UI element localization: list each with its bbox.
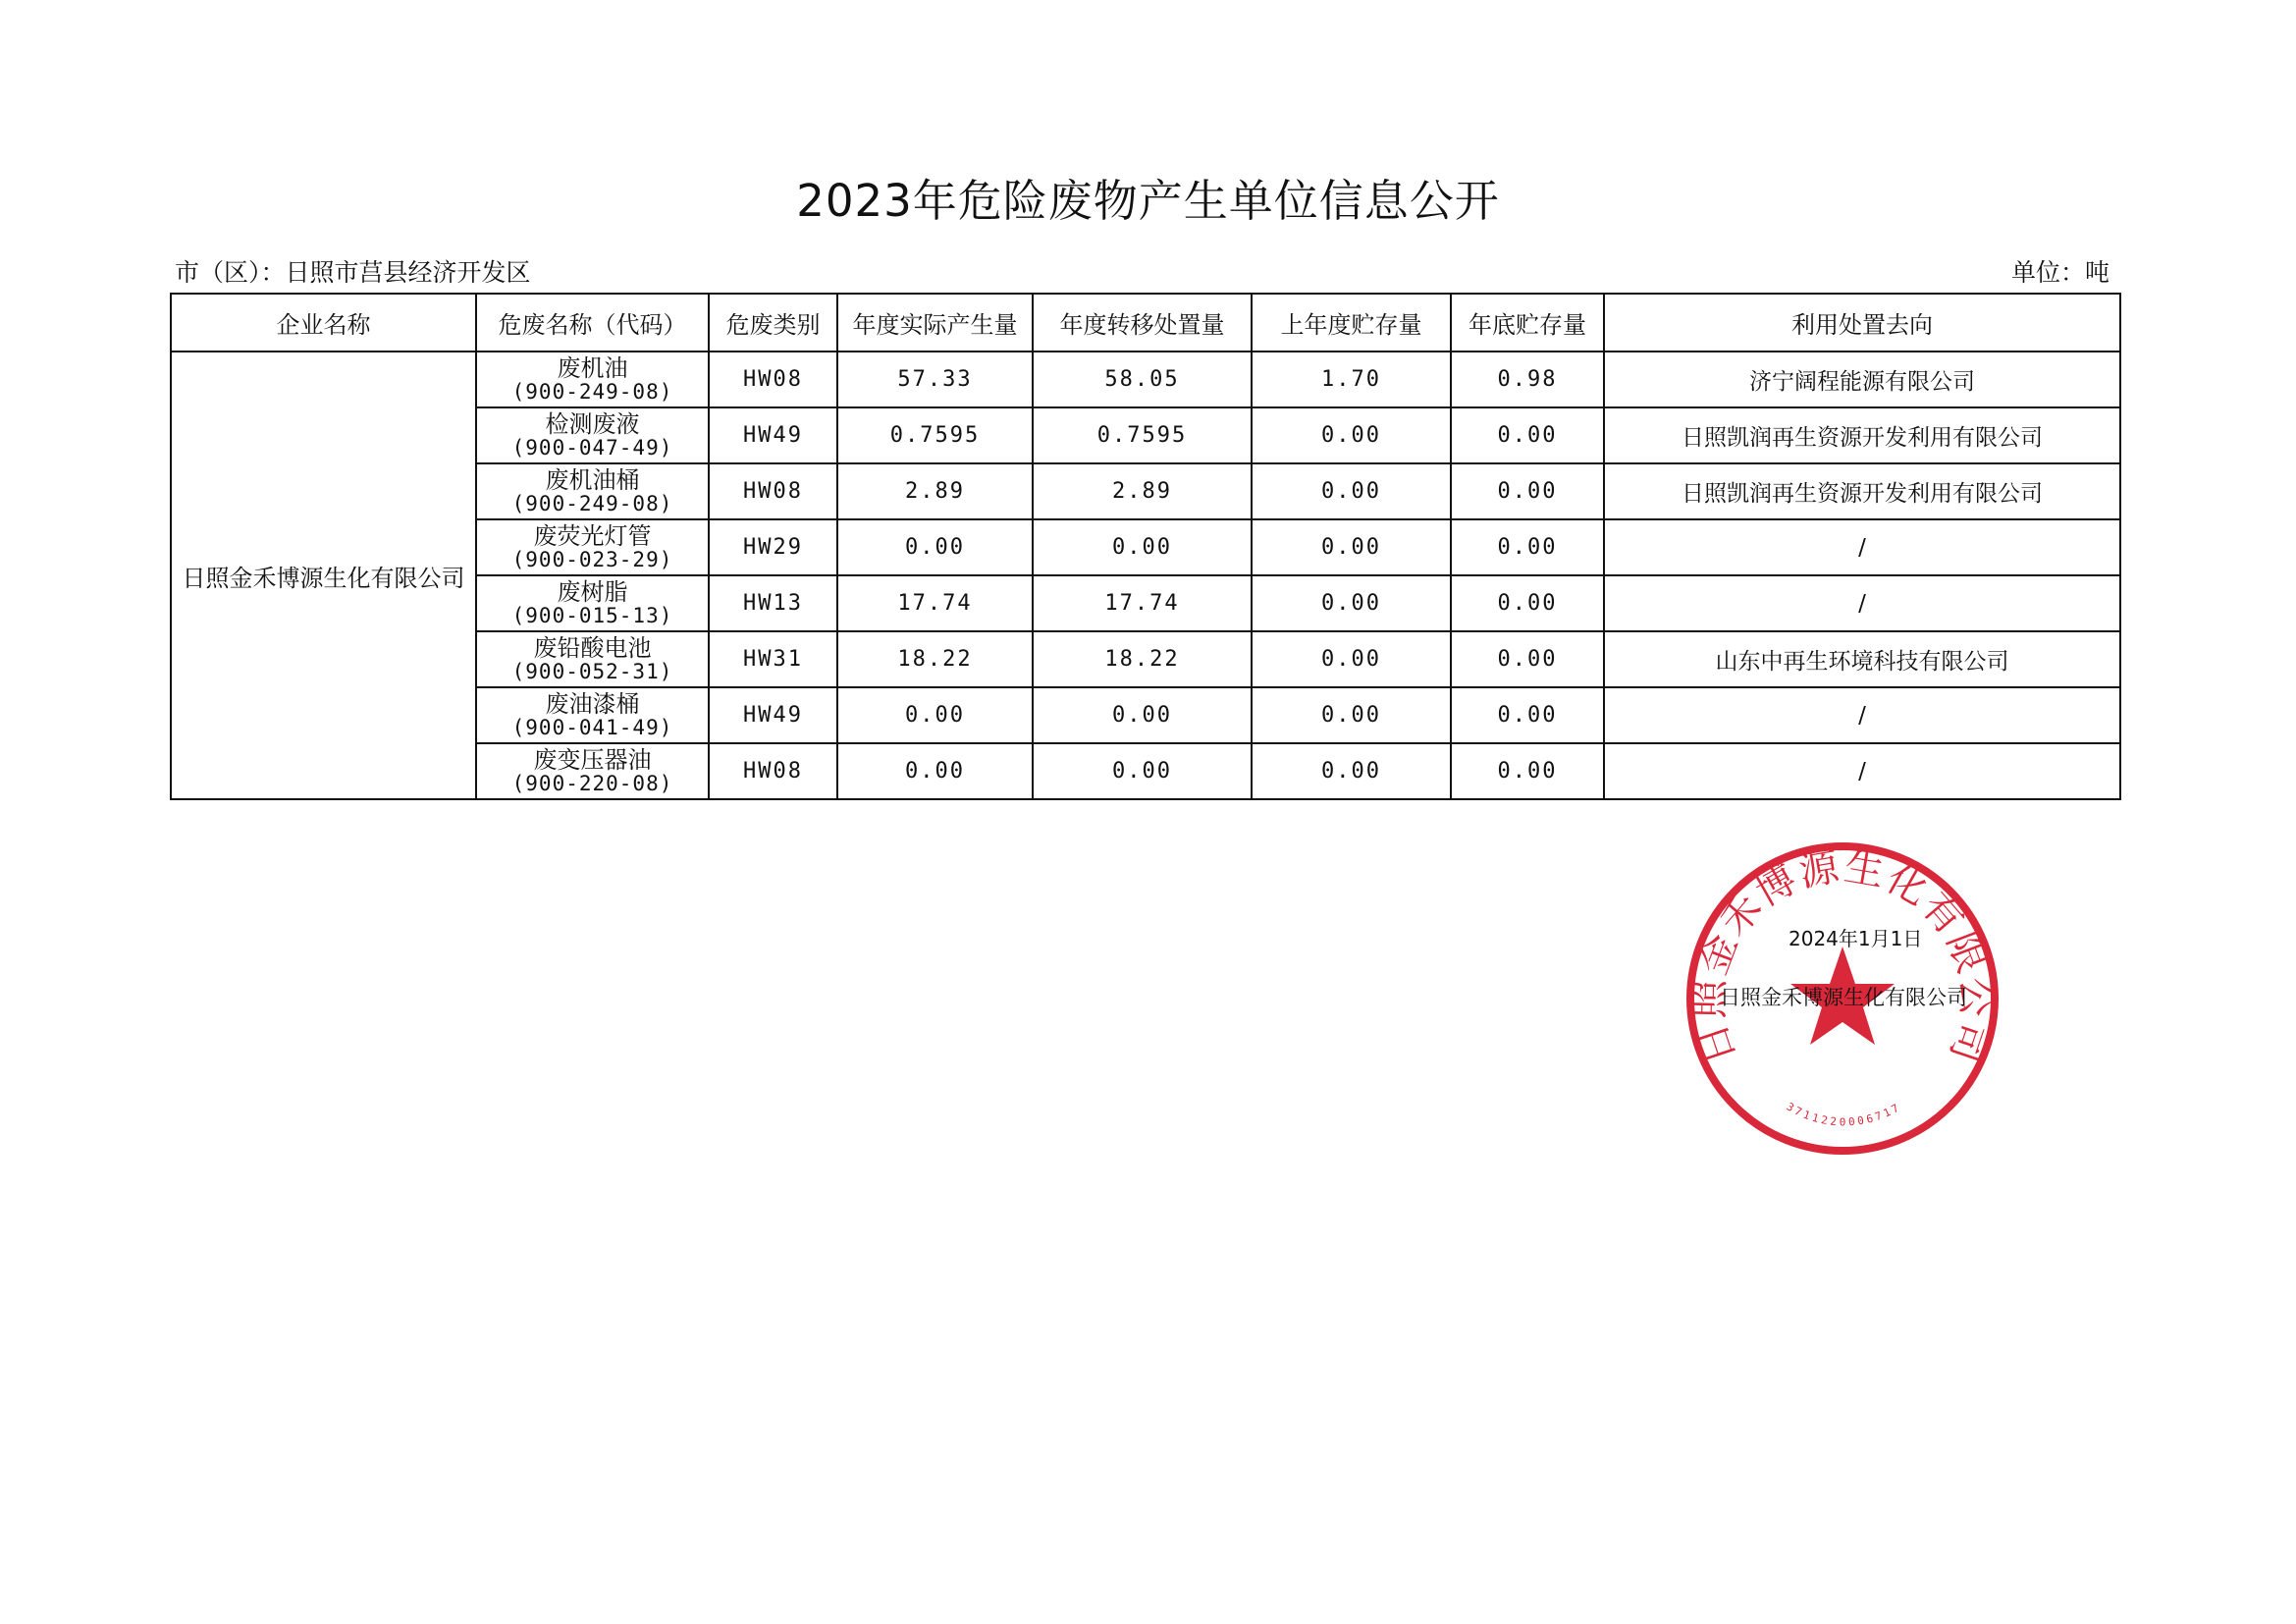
transferred-cell: 0.00	[1033, 743, 1252, 799]
header-waste-name: 危废名称（代码）	[476, 294, 709, 352]
waste-name-cell	[476, 352, 709, 407]
prev-storage-cell: 0.00	[1252, 631, 1451, 687]
waste-name-cell	[476, 463, 709, 519]
end-storage-cell: 0.00	[1451, 407, 1604, 463]
header-company: 企业名称	[171, 294, 476, 352]
destination-cell: /	[1604, 519, 2120, 575]
waste-name: 废变压器油	[533, 745, 652, 774]
waste-name: 废铅酸电池	[533, 633, 652, 662]
waste-code: (900-015-13)	[511, 603, 673, 627]
waste-code: (900-047-49)	[511, 435, 673, 460]
header-produced: 年度实际产生量	[837, 294, 1033, 352]
transferred-cell: 18.22	[1033, 631, 1252, 687]
waste-name: 废机油	[557, 353, 628, 382]
seal-arc-text: 日照金禾博源生化有限公司	[1686, 843, 1999, 1070]
produced-cell: 0.00	[837, 743, 1033, 799]
end-storage-cell: 0.00	[1451, 575, 1604, 631]
category-cell: HW49	[709, 687, 837, 743]
transferred-cell: 2.89	[1033, 463, 1252, 519]
transferred-cell: 17.74	[1033, 575, 1252, 631]
table-header-row	[171, 294, 2120, 352]
prev-storage-cell: 0.00	[1252, 575, 1451, 631]
waste-name: 废油漆桶	[545, 689, 640, 718]
produced-cell: 0.00	[837, 519, 1033, 575]
produced-cell: 0.7595	[837, 407, 1033, 463]
category-cell: HW08	[709, 352, 837, 407]
waste-name-cell	[476, 631, 709, 687]
end-storage-cell: 0.00	[1451, 687, 1604, 743]
waste-name: 废机油桶	[545, 465, 640, 494]
company-name-cell: 日照金禾博源生化有限公司	[171, 352, 476, 799]
destination-cell: 日照凯润再生资源开发利用有限公司	[1604, 407, 2120, 463]
header-transferred: 年度转移处置量	[1033, 294, 1252, 352]
waste-name-cell	[476, 743, 709, 799]
waste-name: 废树脂	[557, 577, 628, 606]
header-end-storage: 年底贮存量	[1451, 294, 1604, 352]
destination-cell: /	[1604, 687, 2120, 743]
hazardous-waste-table	[170, 293, 2121, 800]
category-cell: HW08	[709, 463, 837, 519]
waste-name-cell	[476, 407, 709, 463]
produced-cell: 17.74	[837, 575, 1033, 631]
category-cell: HW31	[709, 631, 837, 687]
waste-name: 检测废液	[545, 409, 640, 438]
category-cell: HW13	[709, 575, 837, 631]
end-storage-cell: 0.00	[1451, 463, 1604, 519]
table-row	[171, 352, 2120, 407]
waste-code: (900-249-08)	[511, 379, 673, 404]
end-storage-cell: 0.98	[1451, 352, 1604, 407]
end-storage-cell: 0.00	[1451, 519, 1604, 575]
waste-code: (900-041-49)	[511, 715, 673, 739]
header-destination: 利用处置去向	[1604, 294, 2120, 352]
category-cell: HW29	[709, 519, 837, 575]
signature-company: 日照金禾博源生化有限公司	[1720, 986, 1967, 1009]
waste-name-cell	[476, 687, 709, 743]
destination-cell: 日照凯润再生资源开发利用有限公司	[1604, 463, 2120, 519]
transferred-cell: 58.05	[1033, 352, 1252, 407]
produced-cell: 18.22	[837, 631, 1033, 687]
waste-code: (900-052-31)	[511, 659, 673, 683]
prev-storage-cell: 0.00	[1252, 743, 1451, 799]
document-title: 2023年危险废物产生单位信息公开	[796, 175, 1500, 227]
category-cell: HW49	[709, 407, 837, 463]
end-storage-cell: 0.00	[1451, 631, 1604, 687]
header-prev-storage: 上年度贮存量	[1252, 294, 1451, 352]
transferred-cell: 0.7595	[1033, 407, 1252, 463]
category-cell: HW08	[709, 743, 837, 799]
prev-storage-cell: 0.00	[1252, 519, 1451, 575]
unit-label: 单位：吨	[2010, 258, 2109, 287]
seal-number: 3711220006717	[1784, 1100, 1904, 1129]
region-label: 市（区）：日照市莒县经济开发区	[175, 258, 531, 287]
prev-storage-cell: 1.70	[1252, 352, 1451, 407]
waste-name-cell	[476, 519, 709, 575]
waste-name-cell	[476, 575, 709, 631]
signature-date: 2024年1月1日	[1789, 927, 1923, 950]
destination-cell: 山东中再生环境科技有限公司	[1604, 631, 2120, 687]
waste-code: (900-249-08)	[511, 491, 673, 515]
destination-cell: /	[1604, 743, 2120, 799]
header-category: 危废类别	[709, 294, 837, 352]
waste-name: 废荧光灯管	[533, 521, 652, 550]
waste-code: (900-023-29)	[511, 547, 673, 571]
prev-storage-cell: 0.00	[1252, 687, 1451, 743]
produced-cell: 0.00	[837, 687, 1033, 743]
destination-cell: /	[1604, 575, 2120, 631]
prev-storage-cell: 0.00	[1252, 407, 1451, 463]
prev-storage-cell: 0.00	[1252, 463, 1451, 519]
transferred-cell: 0.00	[1033, 687, 1252, 743]
produced-cell: 2.89	[837, 463, 1033, 519]
produced-cell: 57.33	[837, 352, 1033, 407]
end-storage-cell: 0.00	[1451, 743, 1604, 799]
transferred-cell: 0.00	[1033, 519, 1252, 575]
waste-code: (900-220-08)	[511, 771, 673, 795]
destination-cell: 济宁阔程能源有限公司	[1604, 352, 2120, 407]
